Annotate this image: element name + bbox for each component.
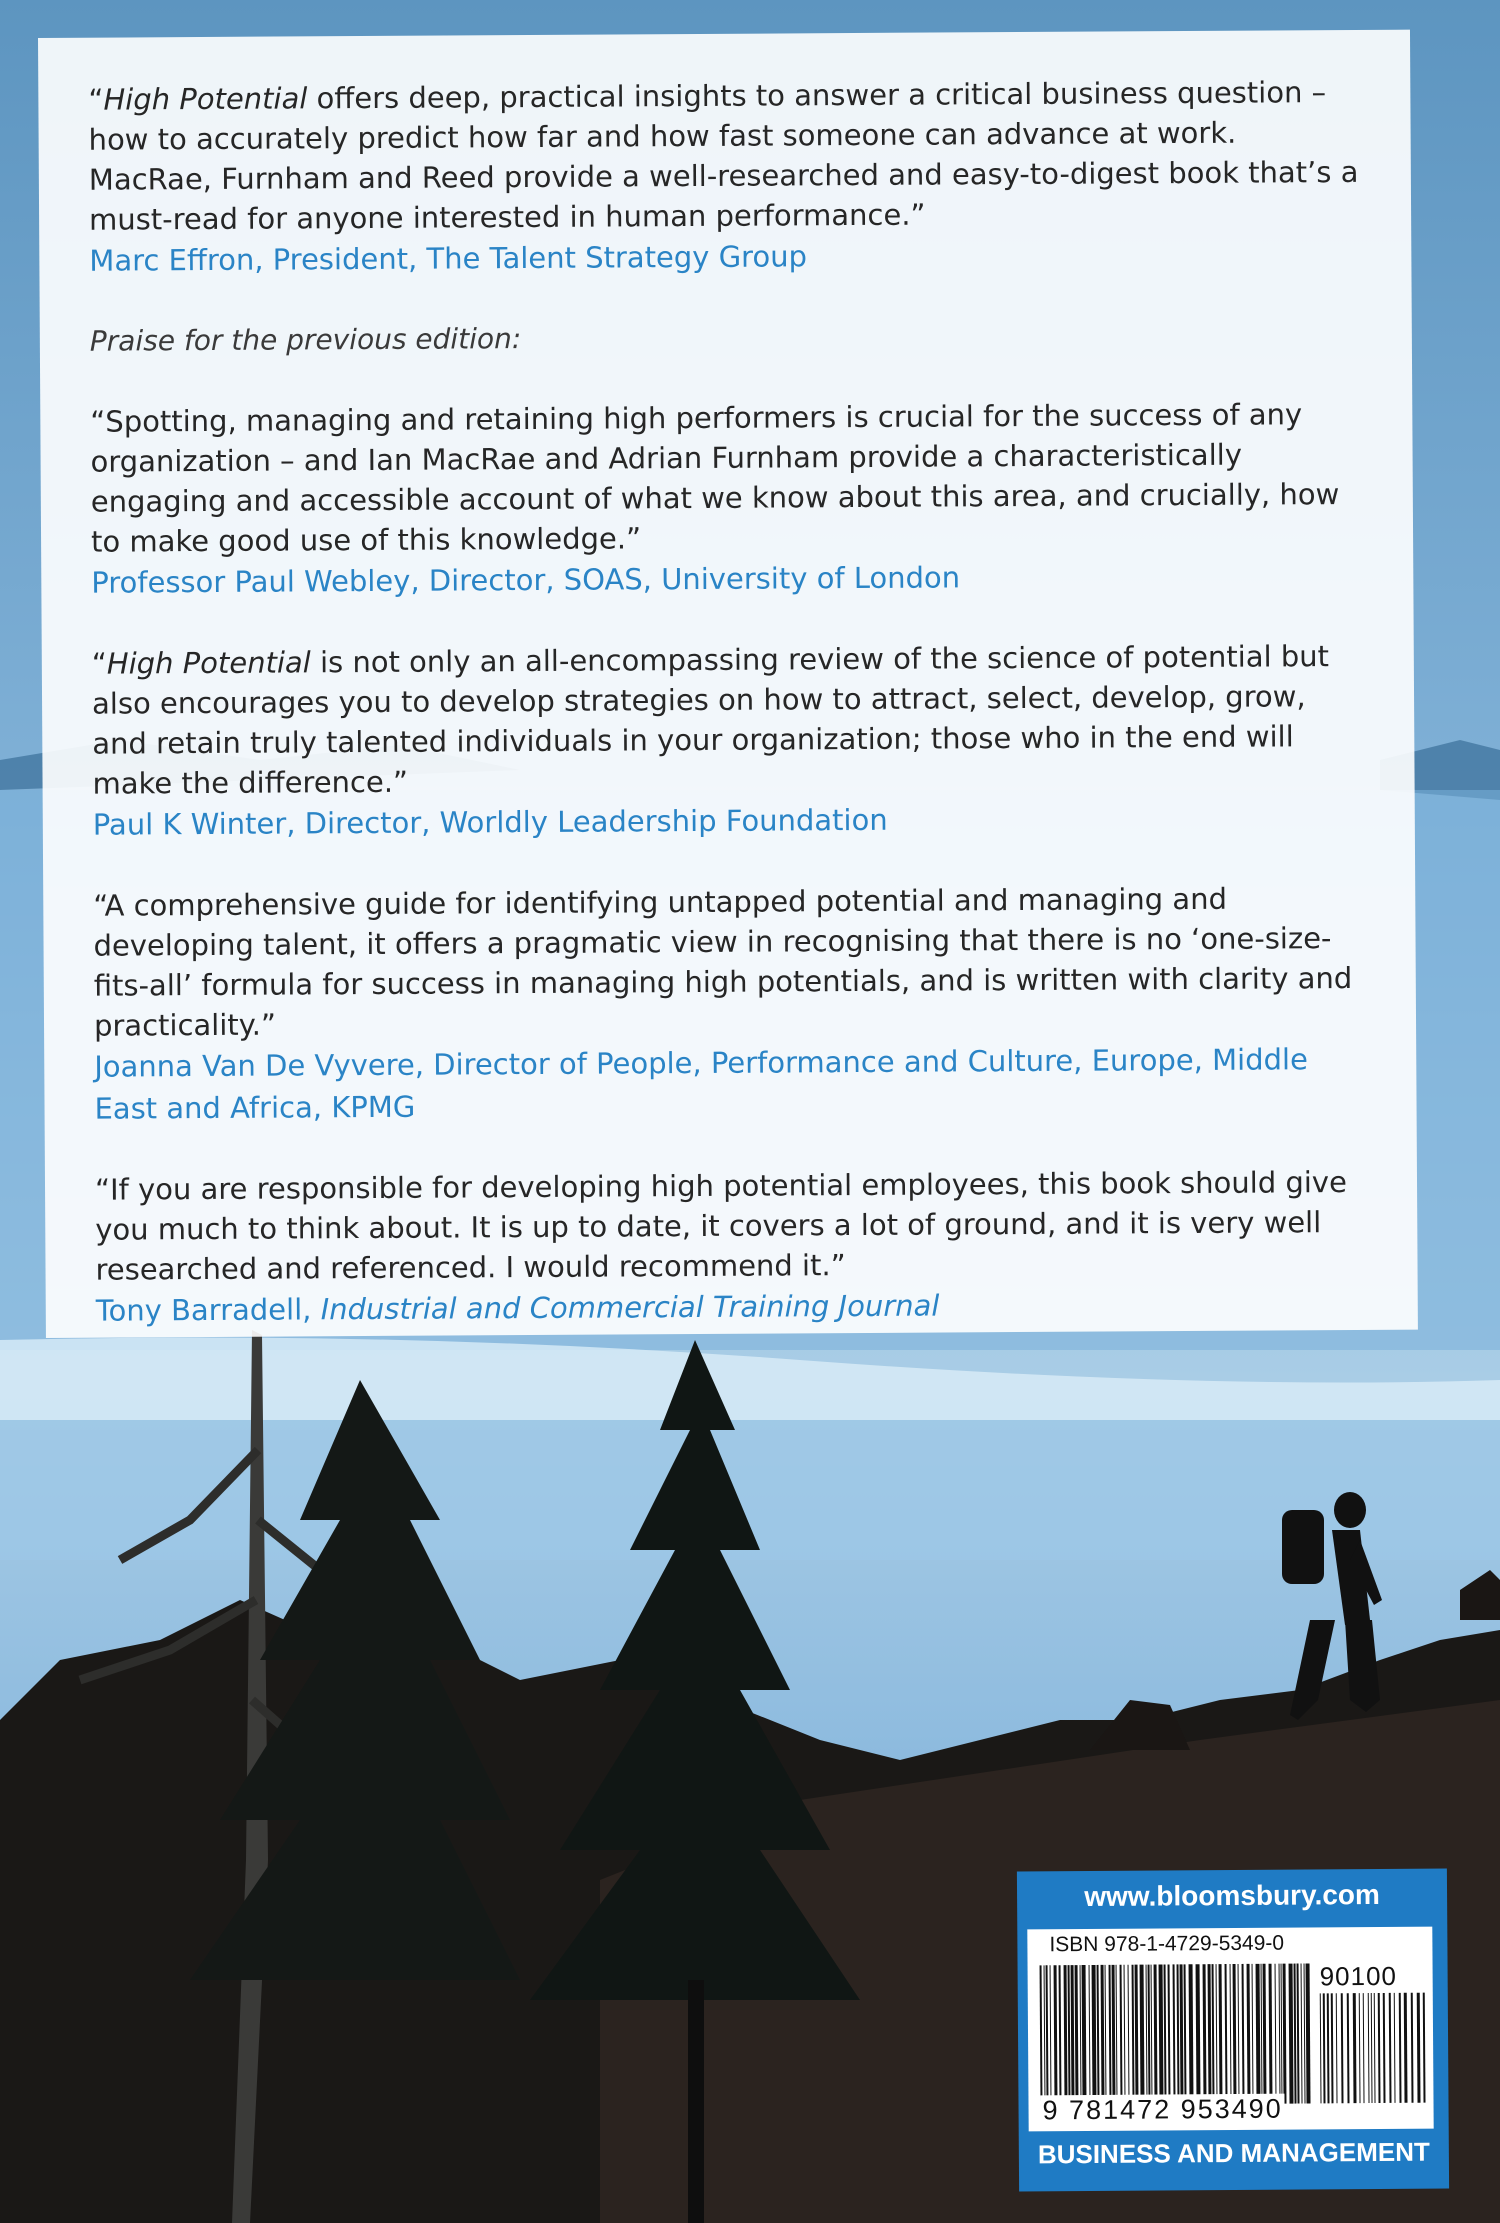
ean-digits: 9 781472 953490 xyxy=(1040,2094,1284,2127)
barcode-bar xyxy=(1146,1965,1148,2105)
barcode-bar xyxy=(1046,1965,1049,2105)
barcode-bar xyxy=(1097,1965,1100,2105)
addon-barcode-bar xyxy=(1353,1993,1357,2103)
attribution-effron: Marc Effron, President, The Talent Strategy Group xyxy=(89,239,808,278)
barcode-bar xyxy=(1054,1965,1058,2105)
barcode-bar xyxy=(1059,1965,1062,2105)
barcode-bar xyxy=(1154,1965,1158,2105)
price-code: 90100 xyxy=(1319,1960,1398,1992)
barcode-bar xyxy=(1256,1964,1261,2104)
barcode-area xyxy=(1027,1927,1433,2132)
barcode-bar xyxy=(1212,1964,1215,2104)
barcode-bar xyxy=(1101,1965,1105,2105)
quote-effron: “High Potential offers deep, practical insights to answer a critical business question – how to accurately predict how far and how fast someone can advance at work. MacRae, Furnham and Reed provide a well-researched and easy-to-digest book that’s a must-read for anyone interested in human performance.” xyxy=(88,75,1359,237)
barcode-bar xyxy=(1189,1964,1194,2104)
barcode-bar xyxy=(1269,1964,1273,2104)
quote-barradell: “If you are responsible for developing high potential employees, this book should give you much to think about. It is up to date, it covers a lot of ground, and it is very well researched and referenced. I would recommend it.” xyxy=(94,1165,1347,1287)
barcode-bar xyxy=(1148,1965,1151,2105)
barcode-bar xyxy=(1164,1964,1167,2104)
barcode-bar xyxy=(1168,1964,1171,2104)
attribution-webley: Professor Paul Webley, Director, SOAS, University of London xyxy=(91,560,961,600)
addon-barcode-bar xyxy=(1363,1993,1365,2103)
barcode-bar xyxy=(1089,1965,1091,2105)
barcode-bar xyxy=(1040,1965,1043,2105)
addon-barcode-bar xyxy=(1371,1993,1373,2103)
barcode-bar xyxy=(1225,1964,1228,2104)
barcode-bar xyxy=(1289,1964,1294,2104)
barcode-bar xyxy=(1281,1964,1283,2104)
barcode-bar xyxy=(1071,1965,1075,2105)
addon-barcode-bar xyxy=(1411,1993,1414,2103)
addon-barcode-bar xyxy=(1394,1993,1396,2103)
quote-van-de-vyvere: “A comprehensive guide for identifying untapped potential and managing and developing talent, it offers a pragmatic view in recognising that there is no ‘one-size-fits-all’ formula for success in managing high potentials, and is written with clarity and practicality.” xyxy=(93,881,1353,1043)
barcode-bar xyxy=(1132,1965,1135,2105)
addon-barcode-bar xyxy=(1336,1993,1338,2103)
addon-barcode-bar xyxy=(1331,1993,1334,2103)
addon-barcode-bar xyxy=(1383,1993,1386,2103)
publisher-url[interactable]: www.bloomsbury.com xyxy=(1084,1878,1380,1913)
barcode-bar xyxy=(1283,1964,1287,2104)
barcode-bar xyxy=(1159,1964,1164,2104)
barcode-bar xyxy=(1109,1965,1112,2105)
barcode-bar xyxy=(1184,1964,1187,2104)
attribution-van-de-vyvere: Joanna Van De Vyvere, Director of People, Performance and Culture, Europe, Middle East and Africa, KPMG xyxy=(94,1042,1308,1126)
barcode-bar xyxy=(1180,1964,1184,2104)
barcode-bar xyxy=(1105,1965,1107,2105)
barcode-bar xyxy=(1247,1964,1251,2104)
barcode-bar xyxy=(1275,1964,1277,2104)
barcode-bar xyxy=(1196,1964,1201,2104)
barcode-bar xyxy=(1301,1964,1303,2104)
barcode-bar xyxy=(1173,1964,1176,2104)
quote-webley: “Spotting, managing and retaining high performers is crucial for the success of any organization – and Ian MacRae and Adrian Furnham provide a characteristically engaging and accessible account of what we know about this area, and crucially, how to make good use of this knowledge.” xyxy=(90,397,1340,559)
barcode-bar xyxy=(1092,1965,1097,2105)
barcode-bar xyxy=(1208,1964,1212,2104)
barcode-bar xyxy=(1135,1965,1139,2105)
barcode-bar xyxy=(1124,1965,1126,2105)
barcode-bar xyxy=(1203,1964,1207,2104)
barcode-bar xyxy=(1294,1964,1297,2104)
barcode-bar xyxy=(1068,1965,1071,2105)
addon-barcode-bar xyxy=(1347,1993,1350,2103)
barcode-bar xyxy=(1261,1964,1263,2104)
barcode-bar xyxy=(1233,1964,1237,2104)
barcode-bar xyxy=(1075,1965,1079,2105)
addon-barcode-bar xyxy=(1320,1993,1322,2103)
barcode-bar xyxy=(1297,1964,1300,2104)
addon-barcode-bar xyxy=(1399,1993,1402,2103)
addon-barcode-bar xyxy=(1404,1993,1408,2103)
addon-barcode-bar xyxy=(1327,1993,1330,2103)
barcode-bar xyxy=(1177,1964,1180,2104)
quote-winter: “High Potential is not only an all-encompassing review of the science of potential but also encourages you to develop strategies on how to attract, select, develop, grow, and retain truly talented individuals in your organization; those who in the end will make the difference.” xyxy=(91,639,1330,801)
barcode-bar xyxy=(1082,1965,1087,2105)
barcode-bar xyxy=(1140,1965,1145,2105)
praise-panel xyxy=(38,30,1418,1338)
barcode-bar xyxy=(1238,1964,1240,2104)
barcode-bar xyxy=(1064,1965,1068,2105)
barcode-bar xyxy=(1151,1965,1153,2105)
barcode-bar xyxy=(1050,1965,1052,2105)
isbn-number: ISBN 978-1-4729-5349-0 xyxy=(1049,1931,1285,1957)
barcode-bar xyxy=(1080,1965,1082,2105)
barcode-bar xyxy=(1044,1965,1046,2105)
attribution-barradell: Tony Barradell, Industrial and Commercial Training Journal xyxy=(95,1288,940,1328)
barcode-bar xyxy=(1263,1964,1267,2104)
addon-barcode-bar xyxy=(1374,1993,1376,2103)
barcode-bar xyxy=(1219,1964,1223,2104)
barcode-bar xyxy=(1116,1965,1118,2105)
attribution-winter: Paul K Winter, Director, Worldly Leadership Foundation xyxy=(92,802,888,842)
barcode-bar xyxy=(1216,1964,1218,2104)
barcode-bar xyxy=(1120,1965,1123,2105)
barcode-bar xyxy=(1279,1964,1281,2104)
addon-barcode-bar xyxy=(1323,1993,1326,2103)
subject-category: BUSINESS AND MANAGEMENT xyxy=(1037,2136,1430,2170)
barcode-bar xyxy=(1112,1965,1116,2105)
addon-barcode-bar xyxy=(1417,1993,1421,2103)
barcode-bar xyxy=(1128,1965,1130,2105)
barcode-bar xyxy=(1230,1964,1232,2104)
barcode-bar xyxy=(1242,1964,1245,2104)
addon-barcode-bar xyxy=(1368,1993,1370,2103)
barcode-bar xyxy=(1306,1963,1311,2103)
previous-edition-heading: Praise for the previous edition: xyxy=(89,322,522,358)
addon-barcode-bar xyxy=(1389,1993,1392,2103)
barcode-bar xyxy=(1252,1964,1254,2104)
addon-barcode-bar xyxy=(1341,1993,1344,2103)
addon-barcode-bar xyxy=(1359,1993,1361,2103)
addon-barcode-bar xyxy=(1423,1993,1426,2103)
publisher-barcode-block xyxy=(1017,1869,1449,2192)
barcode-bar xyxy=(1304,1963,1306,2103)
addon-barcode-bar xyxy=(1378,1993,1381,2103)
